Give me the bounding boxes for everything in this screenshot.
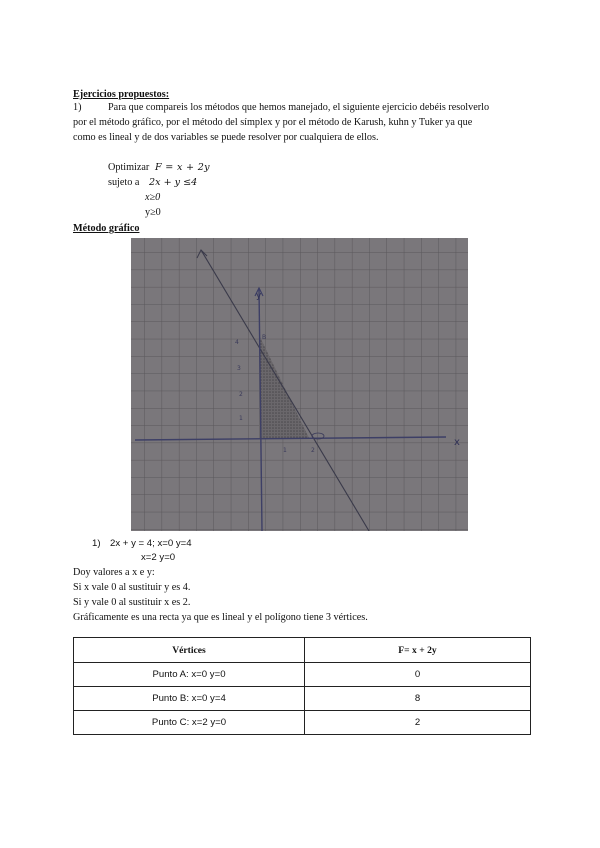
x-tick-2: 2 <box>311 447 315 454</box>
table-row <box>74 687 531 711</box>
value-cell: 8 <box>305 687 531 711</box>
constraint-2: x≥0 <box>145 192 161 203</box>
table-row <box>74 663 531 687</box>
vertices-table <box>73 637 531 735</box>
vertex-cell: Punto C: x=2 y=0 <box>74 711 305 735</box>
step-text-a: Doy valores a x e y: <box>73 567 155 578</box>
y-tick-4: 4 <box>235 339 239 346</box>
y-tick-3: 3 <box>237 365 241 372</box>
exercise-text-line-1: Para que compareis los métodos que hemos manejado, el siguiente ejercicio debéis resolverlo <box>108 102 490 113</box>
step-text-d: Gráficamente es una recta ya que es lineal y el polígono tiene 3 vértices. <box>73 612 368 623</box>
x-tick-1: 1 <box>283 447 287 454</box>
table-row <box>74 711 531 735</box>
step-text-b: Si x vale 0 al sustituir y es 4. <box>73 582 191 593</box>
constraint-3: y≥0 <box>145 207 161 218</box>
section-heading: Ejercicios propuestos: <box>73 89 170 100</box>
y-tick-1: 1 <box>239 415 243 422</box>
value-cell: 0 <box>305 663 531 687</box>
step-number: 1) <box>92 538 101 549</box>
graph-photo <box>131 238 468 531</box>
vertex-b-label: B <box>262 334 267 341</box>
header-objective: F= x + 2y <box>305 638 531 663</box>
y-axis-label: y <box>256 291 262 301</box>
exercise-text-line-2: por el método gráfico, por el método del símplex y por el método de Karush, kuhn y Tuker ya que <box>73 117 473 128</box>
method-title: Método gráfico <box>73 223 140 234</box>
vertex-cell: Punto B: x=0 y=4 <box>74 687 305 711</box>
graph-svg <box>131 238 468 531</box>
table-header-row <box>74 638 531 663</box>
optimize-label: Optimizar <box>108 162 150 173</box>
equation-line-1: 2x + y = 4; x=0 y=4 <box>110 538 192 549</box>
grid-paper <box>131 238 468 531</box>
value-cell: 2 <box>305 711 531 735</box>
objective-function: F = x + 2y <box>155 162 210 173</box>
x-axis-label: x <box>454 437 460 448</box>
header-vertices: Vértices <box>74 638 305 663</box>
y-tick-2: 2 <box>239 391 243 398</box>
subject-to-label: sujeto a <box>108 177 140 188</box>
exercise-number: 1) <box>73 102 82 113</box>
step-text-c: Si y vale 0 al sustituir x es 2. <box>73 597 191 608</box>
equation-line-2: x=2 y=0 <box>141 552 176 563</box>
exercise-text-line-3: como es lineal y de dos variables se puede resolver por cualquiera de ellos. <box>73 132 379 143</box>
vertex-cell: Punto A: x=0 y=0 <box>74 663 305 687</box>
constraint-1: 2x + y ≤4 <box>149 177 198 188</box>
